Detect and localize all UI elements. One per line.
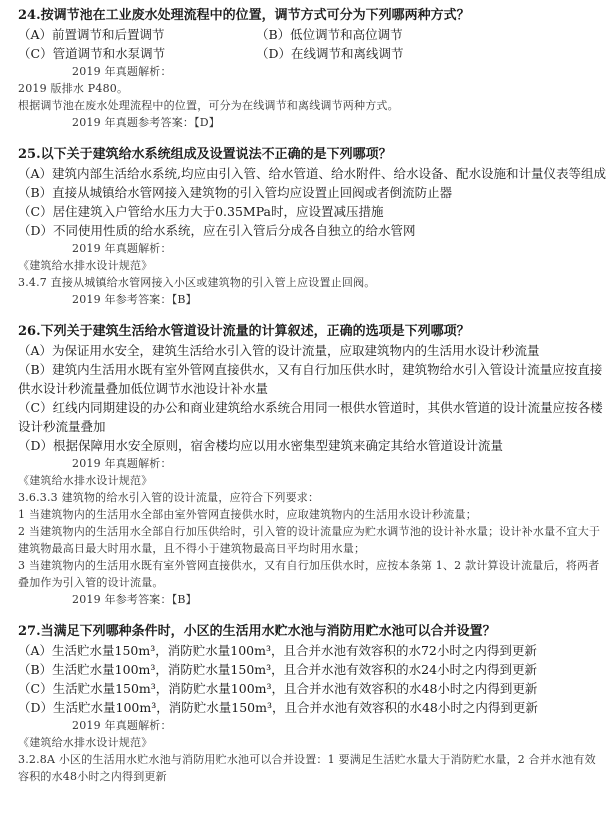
analysis-line-2: 1 当建筑物内的生活用水全部由室外管网直接供水时，应取建筑物内的生活用水设计秒流量； [18, 508, 477, 521]
option-c: （C）生活贮水量150m³，消防贮水量100m³，且合并水池有效容积的水48小时之内得到更新 [18, 681, 538, 696]
question-title: 25.以下关于建筑给水系统组成及设置说法不正确的是下列哪项？ [18, 147, 392, 162]
analysis-line-4: 3 当建筑物内的生活用水既有室外管网直接供水，又有自行加压供水时，应按本条第 1、2 款计算设计流量后，将两者叠加作为引入管的设计流量。 [18, 559, 600, 589]
option-b: （B）低位调节和高位调节 [256, 27, 403, 42]
option-a: （A）前置调节和后置调节 [18, 27, 165, 42]
question-title: 26.下列关于建筑生活给水管道设计流量的计算叙述，正确的选项是下列哪项？ [18, 324, 470, 339]
question-24 [18, 6, 606, 131]
option-d: （D）不同使用性质的给水系统，应在引入管后分成各自独立的给水管网 [18, 223, 416, 238]
analysis-reference: 2019 版排水 P480。 [18, 82, 129, 95]
analysis-label: 2019 年真题解析： [72, 65, 172, 78]
option-a: （A）生活贮水量150m³，消防贮水量100m³，且合并水池有效容积的水72小时之内得到更新 [18, 643, 537, 658]
question-title: 27.当满足下列哪种条件时，小区的生活用水贮水池与消防用贮水池可以合并设置？ [18, 624, 496, 639]
option-a: （A）建筑内部生活给水系统,均应由引入管、给水管道、给水附件、给水设备、配水设施和计量仪表等组成 [18, 166, 607, 181]
analysis-text: 根据调节池在废水处理流程中的位置，可分为在线调节和离线调节两种方式。 [18, 99, 399, 112]
option-b: （B）建筑内生活用水既有室外管网直接供水，又有自行加压供水时，建筑物给水引入管设计流量应按直接供水设计秒流量叠加低位调节水池设计补水量 [18, 362, 603, 396]
answer: 2019 年真题参考答案：【D】 [72, 116, 221, 129]
analysis-text: 3.2.8A 小区的生活用水贮水池与消防用贮水池可以合并设置：1 要满足生活贮水量大于消防贮水量，2 合并水池有效容积的水48小时之内得到更新 [18, 753, 596, 783]
question-25 [18, 145, 606, 308]
answer: 2019 年参考答案：【B】 [72, 593, 197, 606]
option-c: （C）居住建筑入户管给水压力大于0.35MPa时，应设置减压措施 [18, 204, 384, 219]
analysis-line-3: 2 当建筑物内的生活用水全部自行加压供给时，引入管的设计流量应为贮水调节池的设计补水量；设计补水量不宜大于建筑物最高日最大时用水量，且不得小于建筑物最高日平均时用水量； [18, 525, 601, 555]
analysis-label: 2019 年真题解析： [72, 457, 172, 470]
question-27 [18, 622, 606, 785]
option-c: （C）红线内同期建设的办公和商业建筑给水系统合用同一根供水管道时，其供水管道的设计流量应按各楼设计秒流量叠加 [18, 400, 603, 434]
analysis-label: 2019 年真题解析： [72, 719, 172, 732]
option-c: （C）管道调节和水泵调节 [18, 46, 166, 61]
question-26 [18, 322, 606, 608]
option-b: （B）生活贮水量100m³，消防贮水量150m³，且合并水池有效容积的水24小时之内得到更新 [18, 662, 538, 677]
answer: 2019 年参考答案：【B】 [72, 293, 197, 306]
analysis-reference: 《建筑给水排水设计规范》 [18, 259, 153, 272]
question-title: 24.按调节池在工业废水处理流程中的位置，调节方式可分为下列哪两种方式？ [18, 8, 470, 23]
analysis-label: 2019 年真题解析： [72, 242, 172, 255]
option-d: （D）在线调节和离线调节 [256, 46, 404, 61]
option-b: （B）直接从城镇给水管网接入建筑物的引入管均应设置止回阀或者倒流防止器 [18, 185, 453, 200]
option-d: （D）根据保障用水安全原则，宿舍楼均应以用水密集型建筑来确定其给水管道设计流量 [18, 438, 504, 453]
option-a: （A）为保证用水安全，建筑生活给水引入管的设计流量，应取建筑物内的生活用水设计秒流量 [18, 343, 540, 358]
analysis-line-1: 3.6.3.3 建筑物的给水引入管的设计流量，应符合下列要求： [18, 491, 320, 504]
analysis-text: 3.4.7 直接从城镇给水管网接入小区或建筑物的引入管上应设置止回阀。 [18, 276, 376, 289]
options-grid [18, 25, 606, 63]
analysis-reference: 《建筑给水排水设计规范》 [18, 474, 153, 487]
option-d: （D）生活贮水量100m³，消防贮水量150m³，且合并水池有效容积的水48小时之内得到更新 [18, 700, 538, 715]
analysis-reference: 《建筑给水排水设计规范》 [18, 736, 153, 749]
